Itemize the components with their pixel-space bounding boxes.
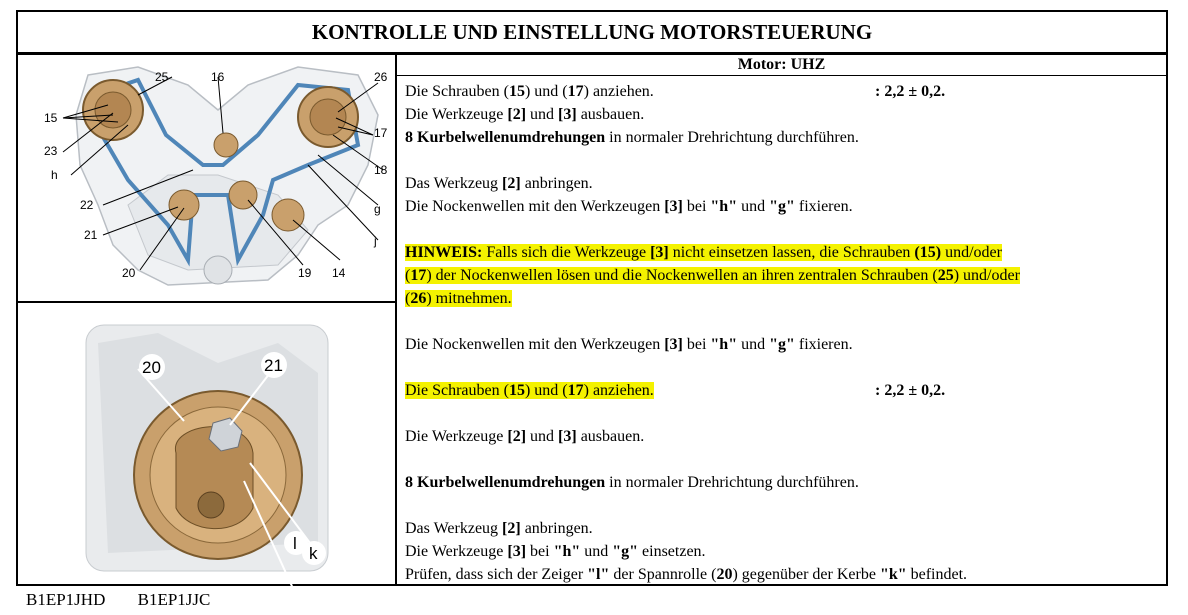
ref: 15	[508, 382, 525, 399]
figure-references	[26, 590, 238, 610]
text: ausbauen.	[576, 106, 645, 123]
text: und	[737, 336, 770, 353]
note-line-2	[405, 264, 1166, 287]
step-lock-camshafts	[405, 195, 1166, 218]
label2-k: k	[309, 544, 318, 563]
ref: 17	[567, 382, 584, 399]
text: anbringen.	[520, 520, 593, 537]
text: ) und/oder	[953, 267, 1020, 284]
ref: "g"	[612, 543, 639, 560]
ref: 8 Kurbelwellenumdrehungen	[405, 474, 606, 491]
text: der Spannrolle (	[609, 566, 717, 583]
text: und	[580, 543, 613, 560]
ref: "g"	[769, 198, 795, 215]
step-remove-tools-2	[405, 425, 1166, 448]
ref: [2]	[502, 175, 521, 192]
highlight	[405, 244, 1002, 261]
label-17: 17	[374, 126, 388, 140]
ref: 17	[567, 83, 584, 100]
text: fixieren.	[794, 198, 853, 215]
text: befindet.	[906, 566, 968, 583]
ref: 25	[937, 267, 954, 284]
tensioner-20	[169, 190, 199, 220]
ref: "l"	[587, 566, 610, 583]
label-26: 26	[374, 70, 388, 84]
torque-value-2: : 2,2 ± 0,2.	[875, 382, 946, 399]
ref: [3]	[558, 106, 577, 123]
tensioner-eccentric	[198, 492, 224, 518]
text: Das Werkzeug	[405, 520, 503, 537]
ref: [2]	[502, 520, 521, 537]
text: (	[405, 290, 411, 307]
ref: (15)	[914, 244, 942, 261]
label-15: 15	[44, 111, 58, 125]
document-sheet	[16, 10, 1168, 586]
idler-16	[214, 133, 238, 157]
text: Prüfen, dass sich der Zeiger	[405, 566, 588, 583]
ref: [2]	[507, 106, 527, 123]
text: und	[526, 106, 559, 123]
text: Die Schrauben (	[405, 83, 509, 100]
label-h: h	[51, 168, 58, 182]
ref: 20	[716, 566, 733, 583]
ref: [2]	[507, 428, 527, 445]
text: Die Nockenwellen mit den Werkzeugen	[405, 336, 665, 353]
ref: 8 Kurbelwellenumdrehungen	[405, 129, 606, 146]
ref: [3]	[664, 198, 683, 215]
text: Die Nockenwellen mit den Werkzeugen	[405, 198, 665, 215]
ref: "h"	[553, 543, 581, 560]
text: (	[405, 267, 411, 284]
idler-19	[229, 181, 257, 209]
step-tighten-screws-2	[405, 379, 1166, 402]
text: bei	[682, 198, 711, 215]
ref: "h"	[710, 336, 738, 353]
label-23: 23	[44, 144, 58, 158]
text: ) anziehen.	[583, 83, 654, 100]
text: einsetzen.	[638, 543, 706, 560]
label-14: 14	[332, 266, 346, 280]
page-title: KONTROLLE UND EINSTELLUNG MOTORSTEUERUNG	[18, 12, 1166, 55]
text: ) mitnehmen.	[426, 290, 512, 307]
ref: 17	[410, 267, 427, 284]
text: bei	[682, 336, 711, 353]
step-insert-tools	[405, 540, 1166, 563]
ref: [3]	[558, 428, 577, 445]
text: ) und (	[524, 382, 568, 399]
text: und	[737, 198, 770, 215]
tensioner-detail-drawing	[18, 303, 395, 586]
label-16: 16	[211, 70, 225, 84]
highlight	[405, 267, 1020, 284]
figure-ref-2: B1EP1JJC	[137, 590, 211, 609]
ref: "g"	[769, 336, 795, 353]
text: in normaler Drehrichtung durchführen.	[605, 129, 859, 146]
label-25: 25	[155, 70, 169, 84]
label-g: g	[374, 202, 381, 216]
text: ) anziehen.	[583, 382, 654, 399]
note-label: HINWEIS:	[405, 244, 483, 261]
label2-20: 20	[142, 358, 161, 377]
label-21: 21	[84, 228, 98, 242]
water-pump-14	[272, 199, 304, 231]
text: Die Werkzeuge	[405, 428, 508, 445]
timing-overview-figure	[18, 55, 395, 303]
text: ausbauen.	[576, 428, 645, 445]
text: nicht einsetzen lassen, die Schrauben	[668, 244, 915, 261]
figure-column	[18, 55, 397, 584]
step-crank-turns	[405, 126, 1166, 149]
timing-overview-drawing	[18, 55, 395, 301]
step-check-pointer	[405, 563, 1166, 586]
ref: 15	[508, 83, 525, 100]
ref: [3]	[664, 336, 683, 353]
text: anbringen.	[520, 175, 593, 192]
step-lock-camshafts-2	[405, 333, 1166, 356]
text: Die Werkzeuge	[405, 543, 508, 560]
ref: [3]	[507, 543, 527, 560]
crank-pulley	[204, 256, 232, 284]
text: ) der Nockenwellen lösen und die Nockenwellen an ihren zentralen Schrauben (	[426, 267, 938, 284]
torque-value: : 2,2 ± 0,2.	[875, 83, 946, 100]
text: ) und (	[524, 83, 568, 100]
highlight	[405, 290, 512, 307]
camshaft-hub-right	[310, 99, 346, 135]
text: bei	[526, 543, 554, 560]
step-fit-tool-2	[405, 517, 1166, 540]
note-line-1	[405, 241, 1166, 264]
text: in normaler Drehrichtung durchführen.	[605, 474, 859, 491]
text: Falls sich die Werkzeuge	[482, 244, 651, 261]
text: und	[526, 428, 559, 445]
text: Die Schrauben (	[405, 382, 509, 399]
motor-header: Motor: UHZ	[397, 55, 1166, 76]
ref: [3]	[650, 244, 669, 261]
tensioner-detail-figure	[18, 303, 395, 586]
instruction-column	[397, 55, 1166, 584]
instruction-text	[397, 76, 1166, 586]
text: und/oder	[941, 244, 1002, 261]
ref: "h"	[710, 198, 738, 215]
label-22: 22	[80, 198, 94, 212]
ref: 26	[410, 290, 427, 307]
text: ) gegenüber der Kerbe	[732, 566, 880, 583]
label-20: 20	[122, 266, 136, 280]
text: fixieren.	[794, 336, 853, 353]
step-fit-tool	[405, 172, 1166, 195]
label-18: 18	[374, 163, 388, 177]
note-line-3	[405, 287, 1166, 310]
step-remove-tools	[405, 103, 1166, 126]
highlight	[405, 382, 654, 399]
figure-ref-1: B1EP1JHD	[26, 590, 106, 609]
step-tighten-screws	[405, 80, 1166, 103]
text: Die Werkzeuge	[405, 106, 508, 123]
label-19: 19	[298, 266, 312, 280]
label2-l: l	[293, 534, 297, 553]
text: Das Werkzeug	[405, 175, 503, 192]
label2-21: 21	[264, 356, 283, 375]
label-j: j	[374, 234, 377, 248]
step-crank-turns-2	[405, 471, 1166, 494]
ref: "k"	[879, 566, 907, 583]
